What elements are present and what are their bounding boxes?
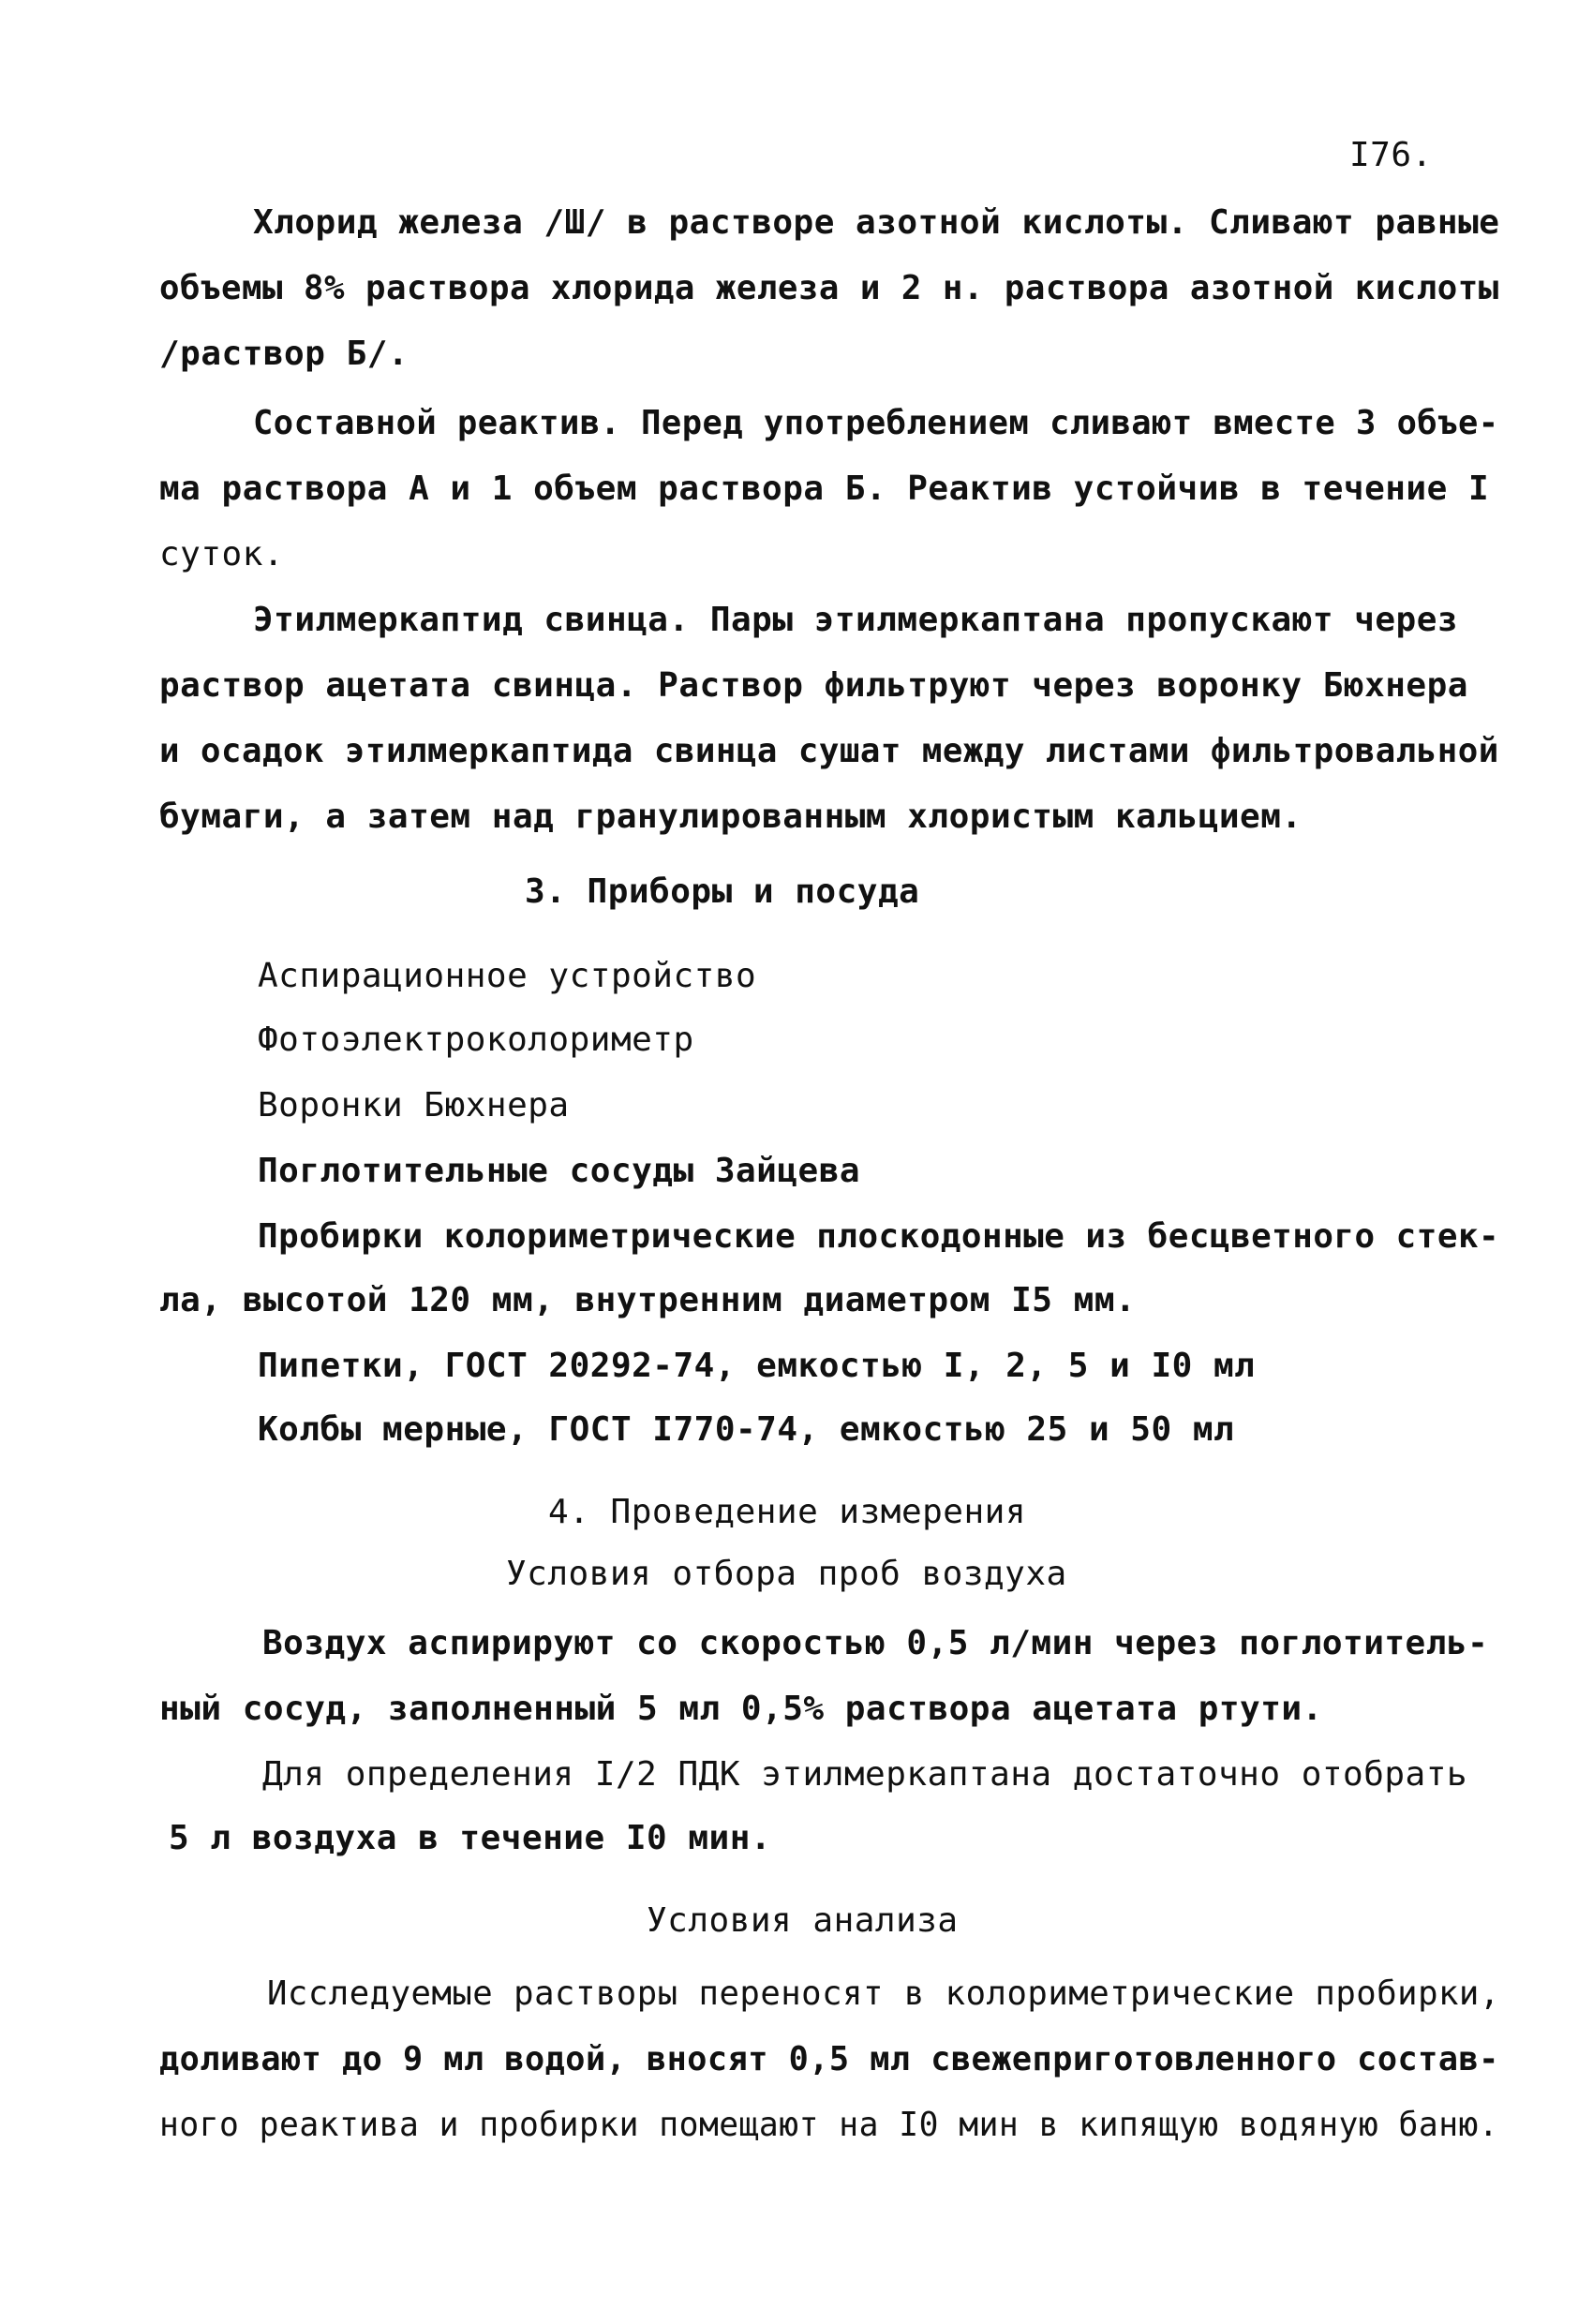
section4-p1-line-2: ный сосуд, заполненный 5 мл 0,5% раствора ацетата ртути. (159, 1690, 1323, 1728)
section3-item-3: Воронки Бюхнера (258, 1086, 570, 1125)
section3-item-7: Пипетки, ГОСТ 20292-74, емкостью I, 2, 5 и I0 мл (258, 1347, 1256, 1385)
section4-p3-line-1: Исследуемые растворы переносят в колориметрические пробирки, (267, 1974, 1500, 2013)
p3-line-3: и осадок этилмеркаптида свинца сушат между листами фильтровальной (159, 732, 1499, 770)
p1-line-1: Хлорид железа /Ш/ в растворе азотной кислоты. Сливают равные (253, 203, 1500, 242)
section4-p2-line-2: 5 л воздуха в течение I0 мин. (169, 1819, 772, 1857)
section3-heading: 3. Приборы и посуда (525, 872, 920, 911)
section4-p3-line-2: доливают до 9 мл водой, вносят 0,5 мл свежеприготовленного состав- (159, 2040, 1499, 2078)
section3-item-5: Пробирки колориметрические плоскодонные из бесцветного стек- (258, 1217, 1500, 1256)
section4-p3-line-3: ного реактива и пробирки помещают на I0 мин в кипящую водяную баню. (159, 2106, 1499, 2144)
section3-item-1: Аспирационное устройство (258, 957, 757, 995)
p2-line-3: суток. (159, 535, 285, 574)
p3-line-2: раствор ацетата свинца. Раствор фильтруют через воронку Бюхнера (159, 666, 1468, 705)
section3-item-8: Колбы мерные, ГОСТ I770-74, емкостью 25 и 50 мл (258, 1410, 1235, 1449)
section4-p1-line-1: Воздух аспирируют со скоростью 0,5 л/мин через поглотитель- (262, 1624, 1489, 1662)
p3-line-1: Этилмеркаптид свинца. Пары этилмеркаптана пропускают через (253, 601, 1459, 639)
section4-subheading-1: Условия отбора проб воздуха (506, 1555, 1067, 1593)
p3-line-4: бумаги, а затем над гранулированным хлористым кальцием. (159, 797, 1303, 836)
section4-subheading-2: Условия анализа (647, 1901, 959, 1940)
p1-line-2: объемы 8% раствора хлорида железа и 2 н. раствора азотной кислоты (159, 269, 1499, 307)
section3-item-2: Фотоэлектроколориметр (258, 1020, 694, 1059)
section3-item-6: ла, высотой 120 мм, внутренним диаметром I5 мм. (159, 1281, 1137, 1319)
section4-heading: 4. Проведение измерения (548, 1493, 1026, 1531)
section3-item-4: Поглотительные сосуды Зайцева (258, 1152, 861, 1190)
p1-line-3: /раствор Б/. (159, 335, 409, 373)
p2-line-1: Составной реактив. Перед употреблением сливают вместе 3 объе- (253, 404, 1499, 442)
section4-p2-line-1: Для определения I/2 ПДК этилмеркаптана достаточно отобрать (262, 1755, 1468, 1794)
page-number: I76. (1349, 136, 1433, 174)
p2-line-2: ма раствора А и 1 объем раствора Б. Реактив устойчив в течение I (159, 469, 1490, 508)
